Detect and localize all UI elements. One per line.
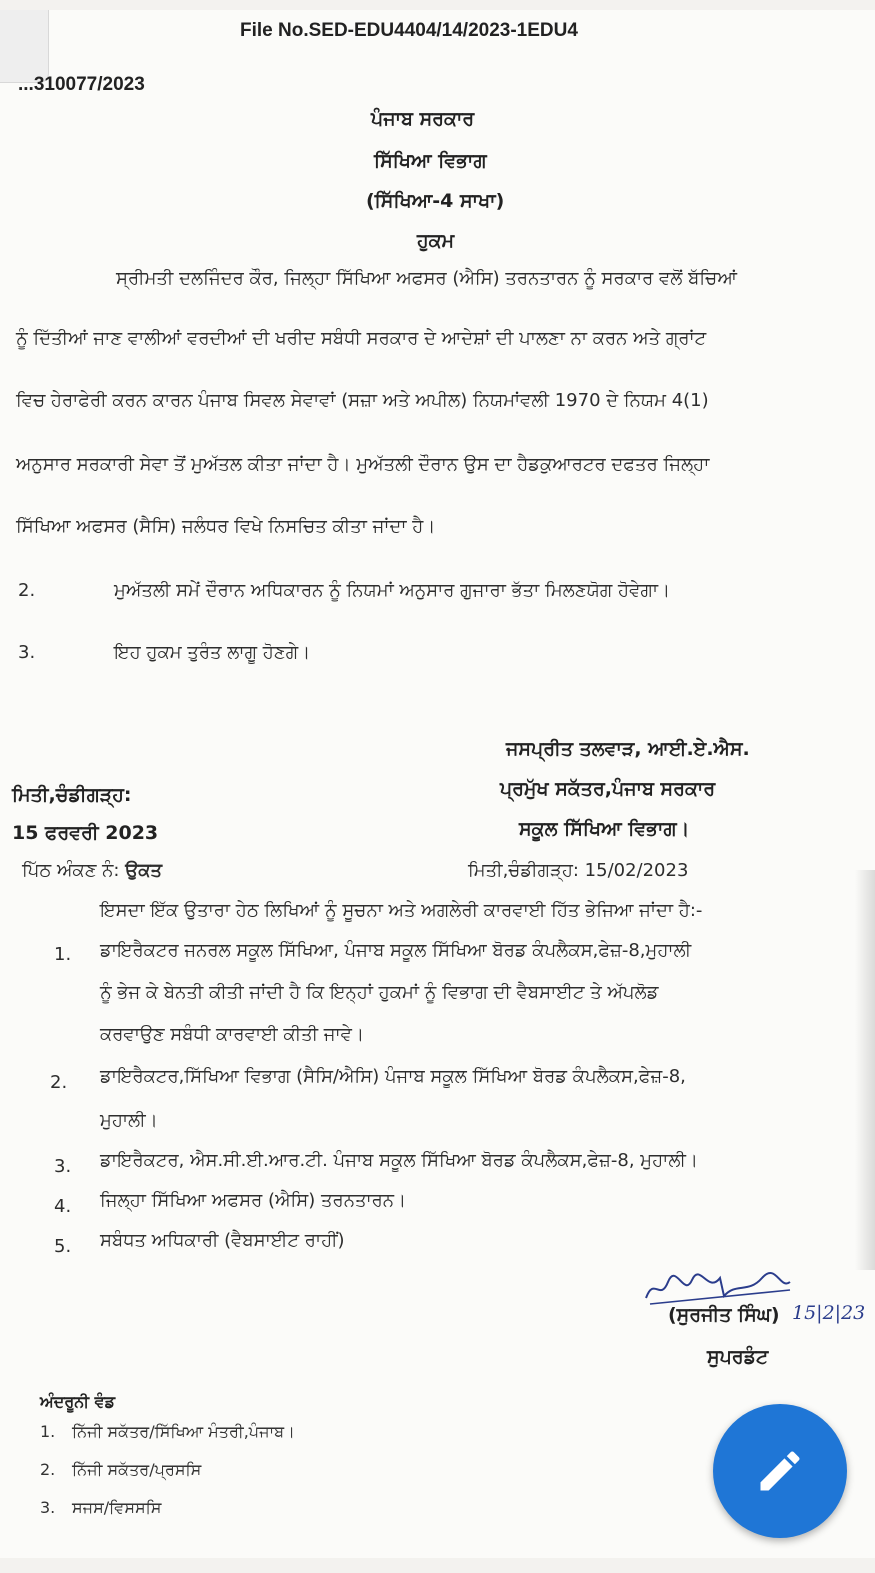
point-text: ਮੁਅੱਤਲੀ ਸਮੇਂ ਦੌਰਾਨ ਅਧਿਕਾਰਨ ਨੂੰ ਨਿਯਮਾਂ ਅਨੁਸਾਰ ਗੁਜਾਰਾ ਭੱਤਾ ਮਿਲਣਯੋਗ ਹੋਵੇਗਾ। <box>114 580 671 601</box>
paragraph-line: ਨੂੰ ਦਿੱਤੀਆਂ ਜਾਣ ਵਾਲੀਆਂ ਵਰਦੀਆਂ ਦੀ ਖਰੀਦ ਸਬੰਧੀ ਸਰਕਾਰ ਦੇ ਆਦੇਸ਼ਾਂ ਦੀ ਪਾਲਣਾ ਨਾ ਕਰਨ ਅਤੇ ਗ੍ਰਾਂਟ <box>16 328 707 349</box>
point-number: 3. <box>18 642 36 663</box>
pencil-edit-icon <box>754 1445 806 1497</box>
copy-item-number: 5. <box>54 1236 72 1257</box>
internal-item-number: 1. <box>40 1422 56 1441</box>
copy-item-line: ਜਿਲ੍ਹਾ ਸਿੱਖਿਆ ਅਫਸਰ (ਐਸਿ) ਤਰਨਤਾਰਨ। <box>100 1190 407 1211</box>
paragraph-line: ਸਿੱਖਿਆ ਅਫਸਰ (ਸੈਸਿ) ਜਲੰਧਰ ਵਿਖੇ ਨਿਸਚਿਤ ਕੀਤਾ ਜਾਂਦਾ ਹੈ। <box>16 516 436 537</box>
copy-item-number: 2. <box>50 1072 68 1093</box>
copy-item-number: 1. <box>54 944 72 965</box>
copy-item-line: ਡਾਇਰੈਕਟਰ ਜਨਰਲ ਸਕੂਲ ਸਿੱਖਿਆ, ਪੰਜਾਬ ਸਕੂਲ ਸਿੱਖਿਆ ਬੋਰਡ ਕੰਪਲੈਕਸ,ਫੇਜ਼-8,ਮੁਹਾਲੀ <box>100 940 692 961</box>
heading-branch: (ਸਿੱਖਿਆ-4 ਸਾਖਾ) <box>366 190 505 212</box>
point-number: 2. <box>18 580 36 601</box>
internal-item-number: 3. <box>40 1498 56 1517</box>
signatory-department: ਸਕੂਲ ਸਿੱਖਿਆ ਵਿਭਾਗ। <box>519 818 690 840</box>
paragraph-line: ਅਨੁਸਾਰ ਸਰਕਾਰੀ ਸੇਵਾ ਤੋਂ ਮੁਅੱਤਲ ਕੀਤਾ ਜਾਂਦਾ ਹੈ। ਮੁਅੱਤਲੀ ਦੌਰਾਨ ਉਸ ਦਾ ਹੈਡਕੁਆਰਟਰ ਦਫਤਰ ਜਿਲ੍ਹਾ <box>16 454 710 475</box>
copy-item-line: ਕਰਵਾਉਣ ਸਬੰਧੀ ਕਾਰਵਾਈ ਕੀਤੀ ਜਾਵੇ। <box>100 1024 365 1045</box>
point-text: ਇਹ ਹੁਕਮ ਤੁਰੰਤ ਲਾਗੂ ਹੋਣਗੇ। <box>114 642 311 663</box>
paragraph-line: ਵਿਚ ਹੇਰਾਫੇਰੀ ਕਰਨ ਕਾਰਨ ਪੰਜਾਬ ਸਿਵਲ ਸੇਵਾਵਾਂ (ਸਜ਼ਾ ਅਤੇ ਅਪੀਲ) ਨਿਯਮਾਂਵਲੀ 1970 ਦੇ ਨਿਯਮ 4(1) <box>16 390 709 411</box>
signatory-name: ਜਸਪ੍ਰੀਤ ਤਲਵਾੜ, ਆਈ.ਏ.ਐਸ. <box>506 738 750 760</box>
copy-item-line: ਮੁਹਾਲੀ। <box>100 1110 158 1131</box>
edit-fab-button[interactable] <box>713 1404 847 1538</box>
internal-item-text: ਸਜਸ/ਵਿਸਸਸਿ <box>72 1498 162 1517</box>
internal-item-number: 2. <box>40 1460 56 1479</box>
copy-item-line: ਡਾਇਰੈਕਟਰ,ਸਿੱਖਿਆ ਵਿਭਾਗ (ਸੈਸਿ/ਐਸਿ) ਪੰਜਾਬ ਸਕੂਲ ਸਿੱਖਿਆ ਬੋਰਡ ਕੰਪਲੈਕਸ,ਫੇਜ਼-8, <box>100 1066 686 1087</box>
endorsement-value: ਉਕਤ <box>125 860 162 881</box>
internal-heading: ਅੰਦਰੂਨੀ ਵੰਡ <box>40 1392 116 1411</box>
handwritten-date: 15|2|23 <box>792 1302 866 1324</box>
copy-item-line: ਨੂੰ ਭੇਜ ਕੇ ਬੇਨਤੀ ਕੀਤੀ ਜਾਂਦੀ ਹੈ ਕਿ ਇਨ੍ਹਾਂ ਹੁਕਮਾਂ ਨੂੰ ਵਿਭਾਗ ਦੀ ਵੈਬਸਾਈਟ ਤੇ ਅੱਪਲੋਡ <box>100 982 659 1003</box>
copy-item-line: ਡਾਇਰੈਕਟਰ, ਐਸ.ਸੀ.ਈ.ਆਰ.ਟੀ. ਪੰਜਾਬ ਸਕੂਲ ਸਿੱਖਿਆ ਬੋਰਡ ਕੰਪਲੈਕਸ,ਫੇਜ਼-8, ਮੁਹਾਲੀ। <box>100 1150 699 1171</box>
endorsement-label: ਪਿੱਠ ਅੰਕਣ ਨੰ: <box>22 860 126 881</box>
copy-intro: ਇਸਦਾ ਇੱਕ ਉਤਾਰਾ ਹੇਠ ਲਿਖਿਆਂ ਨੂੰ ਸੂਚਨਾ ਅਤੇ ਅਗਲੇਰੀ ਕਾਰਵਾਈ ਹਿੱਤ ਭੇਜਿਆ ਜਾਂਦਾ ਹੈ:- <box>100 900 703 921</box>
heading-department: ਸਿੱਖਿਆ ਵਿਭਾਗ <box>374 150 487 172</box>
internal-item-text: ਨਿੱਜੀ ਸਕੱਤਰ/ਪ੍ਰਸਸਿ <box>72 1460 202 1479</box>
date-place: ਮਿਤੀ,ਚੰਡੀਗੜ੍ਹ: <box>12 784 132 806</box>
internal-item-text: ਨਿੱਜੀ ਸਕੱਤਰ/ਸਿੱਖਿਆ ਮੰਤਰੀ,ਪੰਜਾਬ। <box>72 1422 295 1441</box>
file-number: File No.SED-EDU4404/14/2023-1EDU4 <box>240 20 578 41</box>
signatory-designation: ਪ੍ਰਮੁੱਖ ਸਕੱਤਰ,ਪੰਜਾਬ ਸਰਕਾਰ <box>500 778 716 800</box>
superintendent-designation: ਸੁਪਰਡੰਟ <box>707 1346 769 1368</box>
reference-number: ...310077/2023 <box>18 74 145 95</box>
heading-order: ਹੁਕਮ <box>417 230 455 252</box>
paragraph-line: ਸ੍ਰੀਮਤੀ ਦਲਜਿੰਦਰ ਕੌਰ, ਜਿਲ੍ਹਾ ਸਿੱਖਿਆ ਅਫਸਰ (ਐਸਿ) ਤਰਨਤਾਰਨ ਨੂੰ ਸਰਕਾਰ ਵਲੋਂ ਬੱਚਿਆਂ <box>116 268 737 289</box>
heading-government: ਪੰਜਾਬ ਸਰਕਾਰ <box>371 108 475 130</box>
page-shadow <box>855 870 875 1270</box>
superintendent-name: (ਸੁਰਜੀਤ ਸਿੰਘ) <box>668 1304 780 1326</box>
endorsement <box>22 860 162 881</box>
page-corner-fold <box>0 10 49 83</box>
copy-item-line: ਸਬੰਧਤ ਅਧਿਕਾਰੀ (ਵੈਬਸਾਈਟ ਰਾਹੀਂ) <box>100 1230 345 1251</box>
date-value: 15 ਫਰਵਰੀ 2023 <box>12 822 159 844</box>
copy-item-number: 4. <box>54 1196 72 1217</box>
endorsement-date: ਮਿਤੀ,ਚੰਡੀਗੜ੍ਹ: 15/02/2023 <box>468 860 689 881</box>
copy-item-number: 3. <box>54 1156 72 1177</box>
document-page <box>0 10 875 1558</box>
